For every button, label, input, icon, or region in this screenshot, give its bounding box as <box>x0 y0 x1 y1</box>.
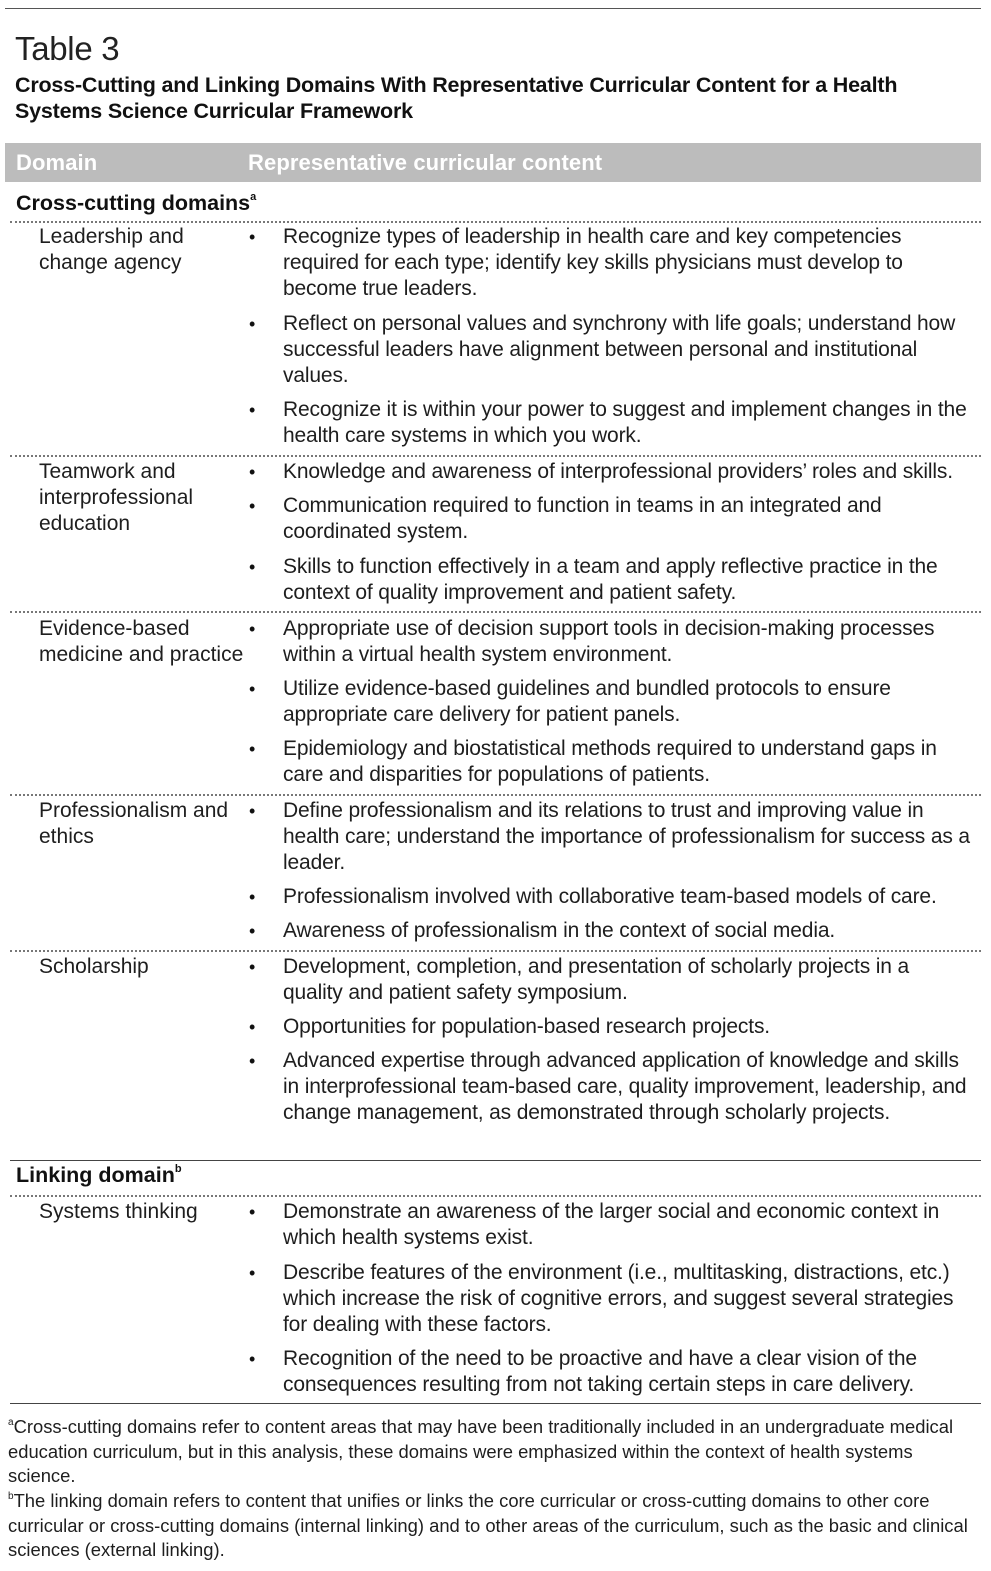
domain-label: Leadership and change agency <box>39 225 184 274</box>
table-header <box>5 143 981 182</box>
bullet: • <box>249 557 256 577</box>
bullet: • <box>249 462 256 482</box>
content-item: Recognize it is within your power to suggest and implement changes in the health care systems in which you work. <box>283 398 967 447</box>
content-item: Communication required to function in teams in an integrated and coordinated system. <box>283 494 882 543</box>
bullet: • <box>249 921 256 941</box>
content-item: Describe features of the environment (i.e., multitasking, distractions, etc.) which increase the risk of cognitive errors, and suggest several strategies for dealing with these factors. <box>283 1261 954 1336</box>
section-divider <box>10 1160 981 1161</box>
domain-label: Systems thinking <box>39 1200 198 1223</box>
content-item: Define professionalism and its relations to trust and improving value in health care; understand the importance of professionalism for success as a leader. <box>283 799 970 874</box>
row-divider <box>10 950 981 952</box>
content-item: Epidemiology and biostatistical methods required to understand gaps in care and disparities for populations of patients. <box>283 737 937 786</box>
section-title-cross-cutting: Cross-cutting domains$^a$ <box>16 190 257 215</box>
content-item: Professionalism involved with collaborative team-based models of care. <box>283 885 937 908</box>
bullet: • <box>249 887 256 907</box>
bullet: • <box>249 679 256 699</box>
content-item: Reflect on personal values and synchrony with life goals; understand how successful leaders have alignment between personal and institutional values. <box>283 312 956 387</box>
row-divider <box>10 221 981 223</box>
table-label: Table 3 <box>15 30 120 67</box>
bullet: • <box>249 1202 256 1222</box>
header-domain: Domain <box>16 150 98 175</box>
row-divider <box>10 1195 981 1197</box>
content-item: Opportunities for population-based research projects. <box>283 1015 770 1038</box>
footnote-b: $^b$The linking domain refers to content that unifies or links the core curricular or cross-cutting domains to other core curricular or cross-cutting domains (internal linking) and to other areas of the curriculum, such as the basic and clinical sciences (external linking). <box>8 1490 968 1561</box>
bullet: • <box>249 801 256 821</box>
content-item: Knowledge and awareness of interprofessional providers’ roles and skills. <box>283 460 953 483</box>
domain-label: Professionalism and ethics <box>39 799 229 848</box>
row-divider <box>10 455 981 457</box>
top-rule <box>5 8 981 9</box>
domain-label: Scholarship <box>39 955 149 978</box>
content-item: Advanced expertise through advanced application of knowledge and skills in interprofessional team-based care, quality improvement, leadership, and change management, as demonstrated through scholarly projects. <box>283 1049 967 1124</box>
bullet: • <box>249 496 256 516</box>
row-divider <box>10 794 981 796</box>
bullet: • <box>249 227 256 247</box>
header-content: Representative curricular content <box>248 150 603 175</box>
content-item: Recognition of the need to be proactive and have a clear vision of the consequences resulting from not taking certain steps in care delivery. <box>283 1347 917 1396</box>
domain-label: Teamwork and interprofessional education <box>39 460 194 535</box>
content-item: Awareness of professionalism in the context of social media. <box>283 919 836 942</box>
content-item: Utilize evidence-based guidelines and bundled protocols to ensure appropriate care delivery for patient panels. <box>283 677 891 726</box>
content-item: Appropriate use of decision support tools in decision-making processes within a virtual health system environment. <box>283 617 935 666</box>
domain-label: Evidence-based medicine and practice <box>39 617 244 666</box>
row-divider <box>10 611 981 613</box>
bullet: • <box>249 1017 256 1037</box>
section-title-linking: Linking domain$^b$ <box>16 1162 182 1187</box>
bullet: • <box>249 400 256 420</box>
bullet: • <box>249 1349 256 1369</box>
content-item: Skills to function effectively in a team and apply reflective practice in the context of quality improvement and patient safety. <box>283 555 938 604</box>
table-title: Cross-Cutting and Linking Domains With Representative Curricular Content for a Health Systems Science Curricular Framework <box>15 73 898 123</box>
content-item: Development, completion, and presentation of scholarly projects in a quality and patient safety symposium. <box>283 955 909 1004</box>
content-item: Recognize types of leadership in health care and key competencies required for each type; identify key skills physicians must develop to become true leaders. <box>283 225 903 300</box>
bullet: • <box>249 1051 256 1071</box>
bullet: • <box>249 957 256 977</box>
bullet: • <box>249 1263 256 1283</box>
bullet: • <box>249 739 256 759</box>
bullet: • <box>249 314 256 334</box>
content-item: Demonstrate an awareness of the larger social and economic context in which health systems exist. <box>283 1200 940 1249</box>
table-bottom-rule <box>10 1403 981 1404</box>
bullet: • <box>249 619 256 639</box>
footnote-a: $^a$Cross-cutting domains refer to content areas that may have been traditionally included in an undergraduate medical education curriculum, but in this analysis, these domains were emphasized within the context of health systems science. <box>8 1416 954 1487</box>
